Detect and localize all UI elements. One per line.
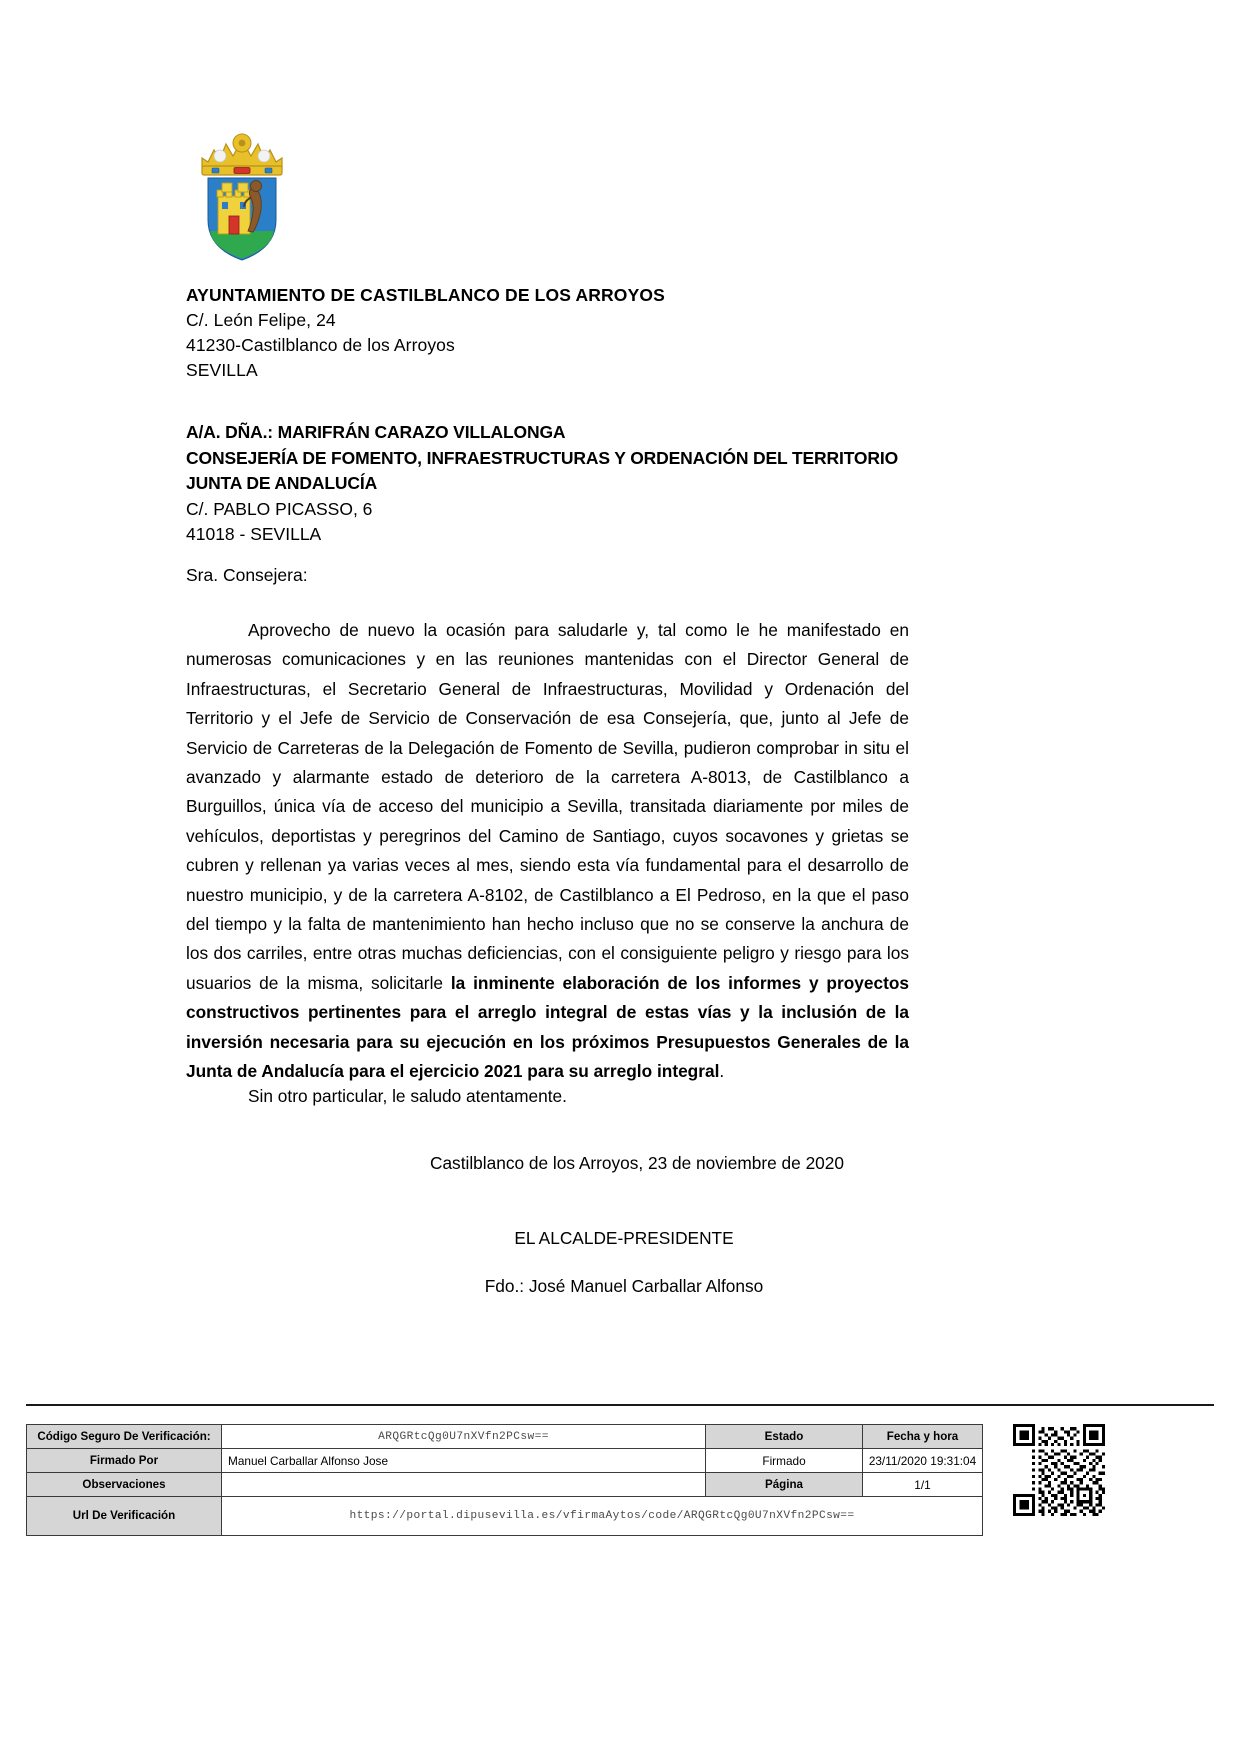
addressee-street: C/. PABLO PICASSO, 6 [186, 498, 373, 519]
letterhead-organization: AYUNTAMIENTO DE CASTILBLANCO DE LOS ARROYOS [186, 285, 665, 305]
table-row [27, 1449, 983, 1473]
csv-value: ARQGRtcQg0U7nXVfn2PCsw== [222, 1425, 706, 1449]
firmado-por-value: Manuel Carballar Alfonso Jose [222, 1449, 706, 1473]
table-row [27, 1497, 983, 1536]
fecha-hora-header: Fecha y hora [863, 1425, 983, 1449]
coat-of-arms-icon [186, 128, 298, 264]
addressee-entity: JUNTA DE ANDALUCÍA [186, 473, 378, 493]
qr-code-icon [1013, 1424, 1105, 1516]
url-verificacion-label: Url De Verificación [27, 1497, 222, 1536]
url-verificacion-value: https://portal.dipusevilla.es/vfirmaAytos/code/ARQGRtcQg0U7nXVfn2PCsw== [222, 1497, 983, 1536]
place-and-date: Castilblanco de los Arroyos, 23 de noviembre de 2020 [429, 1153, 845, 1173]
observaciones-value [222, 1473, 706, 1497]
addressee-department: CONSEJERÍA DE FOMENTO, INFRAESTRUCTURAS Y ORDENACIÓN DEL TERRITORIO [186, 447, 899, 468]
letterhead-postal-city: 41230-Castilblanco de los Arroyos [186, 335, 455, 355]
letterhead [186, 283, 946, 383]
addressee-block [186, 420, 966, 548]
signature-name: Fdo.: José Manuel Carballar Alfonso [484, 1276, 764, 1296]
table-row [27, 1473, 983, 1497]
letterhead-street: C/. León Felipe, 24 [186, 310, 336, 330]
table-row [27, 1425, 983, 1449]
body-bold-text: la inminente elaboración de los informes y proyectos constructivos pertinentes para el arreglo integral de estas vías y la inclusión de la inversión necesaria para su ejecución en los próximos Presupuestos Generales de la Junta de Andalucía para el ejercicio 2021 para su arreglo integral [186, 972, 910, 1082]
addressee-attention: A/A. DÑA.: MARIFRÁN CARAZO VILLALONGA [186, 422, 566, 442]
body-tail-text: . [719, 1061, 725, 1082]
pagina-value: 1/1 [863, 1473, 983, 1497]
verification-table [26, 1424, 983, 1536]
closing-line: Sin otro particular, le saludo atentamente. [248, 1086, 567, 1106]
observaciones-label: Observaciones [27, 1473, 222, 1497]
estado-header: Estado [706, 1425, 863, 1449]
body-paragraph [186, 616, 909, 1087]
pagina-label: Página [706, 1473, 863, 1497]
letterhead-province: SEVILLA [186, 360, 258, 380]
signature-title: EL ALCALDE-PRESIDENTE [514, 1228, 734, 1248]
salutation: Sra. Consejera: [186, 565, 308, 585]
verification-footer [26, 1424, 1214, 1536]
estado-value: Firmado [706, 1449, 863, 1473]
fecha-hora-value: 23/11/2020 19:31:04 [863, 1449, 983, 1473]
firmado-por-label: Firmado Por [27, 1449, 222, 1473]
addressee-postal-city: 41018 - SEVILLA [186, 524, 322, 544]
body-plain-text: Aprovecho de nuevo la ocasión para saludarle y, tal como le he manifestado en numerosas comunicaciones y en las reuniones mantenidas con el Director General de Infraestructuras, el Secretario General de Infraestructuras, Movilidad y Ordenación del Territorio y el Jefe de Servicio de Conservación de esa Consejería, que, junto al Jefe de Servicio de Carreteras de la Delegación de Fomento de Sevilla, pudieron comprobar in situ el avanzado y alarmante estado de deterioro de la carretera A-8013, de Castilblanco a Burguillos, única vía de acceso del municipio a Sevilla, transitada diariamente por miles de vehículos, deportistas y peregrinos del Camino de Santiago, cuyos socavones y grietas se cubren y rellenan ya varias veces al mes, siendo esta vía fundamental para el desarrollo de nuestro municipio, y de la carretera A-8102, de Castilblanco a El Pedroso, en la que el paso del tiempo y la falta de mantenimiento han hecho incluso que no se conserve la anchura de los dos carriles, entre otras muchas deficiencias, con el consiguiente peligro y riesgo para los usuarios de la misma, solicitarle [186, 620, 909, 993]
csv-label: Código Seguro De Verificación: [27, 1425, 222, 1449]
footer-divider [26, 1404, 1214, 1406]
